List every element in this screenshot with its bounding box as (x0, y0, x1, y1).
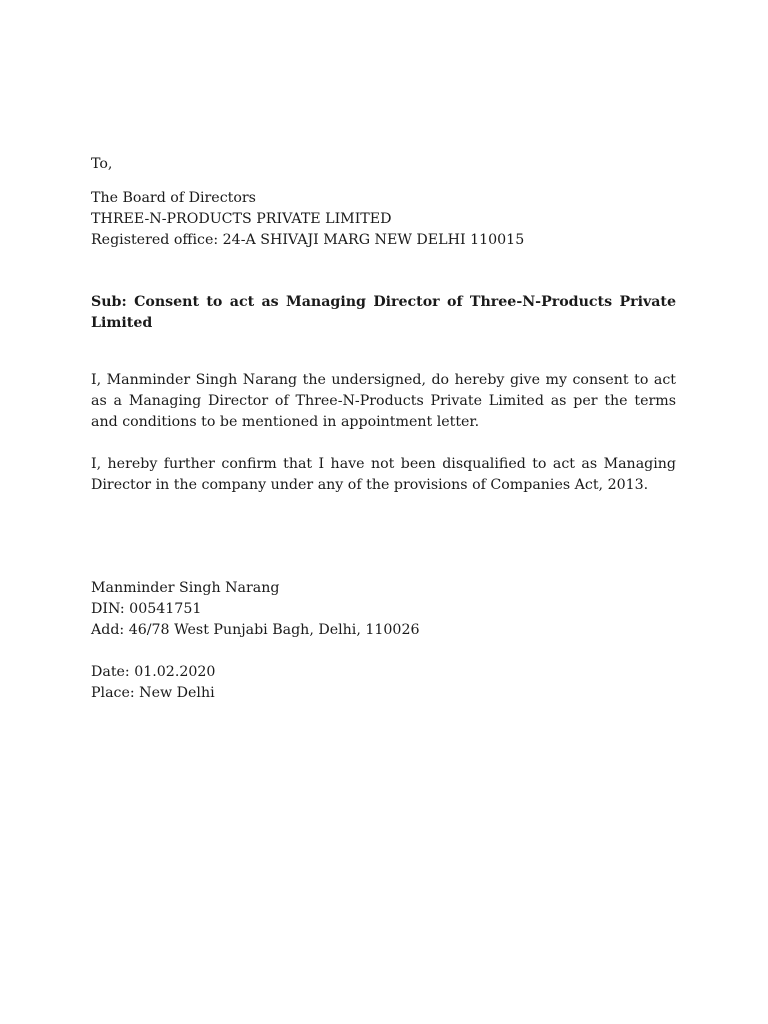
recipient-block (91, 188, 676, 250)
confirmation-paragraph: I, hereby further confirm that I have not been disqualified to act as Managing Director in the company under any of the provisions of Companies Act, 2013. (91, 456, 676, 493)
letter-place: Place: New Delhi (91, 684, 215, 701)
recipient-title: The Board of Directors (91, 190, 256, 206)
recipient-company: THREE-N-PRODUCTS PRIVATE LIMITED (91, 210, 392, 227)
consent-paragraph: I, Manminder Singh Narang the undersigned, do hereby give my consent to act as a Managing Director of Three-N-Products Private Limited as per the terms and conditions to be mentioned in appointment letter. (91, 372, 676, 430)
signatory-din: DIN: 00541751 (91, 600, 202, 617)
subject-line: Sub: Consent to act as Managing Director of Three-N-Products Private Limited (91, 294, 676, 331)
letter-date: Date: 01.02.2020 (91, 664, 216, 680)
signatory-block (91, 578, 676, 640)
signatory-address: Add: 46/78 West Punjabi Bagh, Delhi, 110026 (91, 621, 420, 638)
recipient-address: Registered office: 24-A SHIVAJI MARG NEW DELHI 110015 (91, 231, 525, 248)
date-place-block (91, 662, 676, 704)
letter-page (91, 0, 676, 1024)
signatory-name: Manminder Singh Narang (91, 580, 280, 596)
salutation: To, (91, 156, 113, 172)
